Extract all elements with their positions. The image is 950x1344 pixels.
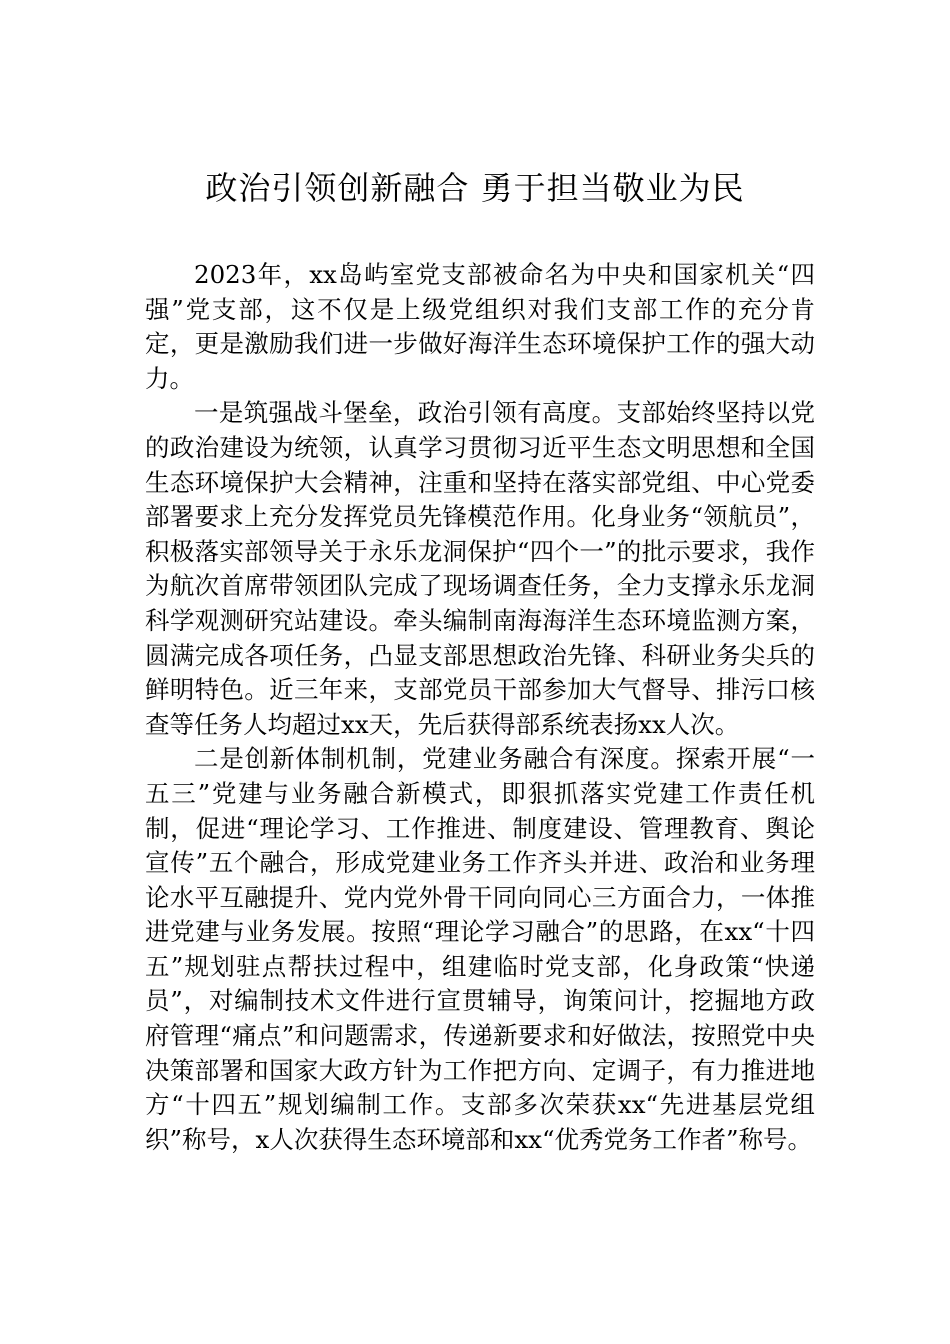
paragraph-point-one: 一是筑强战斗堡垒，政治引领有高度。支部始终坚持以党的政治建设为统领，认真学习贯彻习近平生态文明思想和全国生态环境保护大会精神，注重和坚持在落实部党组、中心党委部署要求上充分发挥党员先锋模范作用。化身业务“领航员”，积极落实部领导关于永乐龙洞保护“四个一”的批示要求，我作为航次首席带领团队完成了现场调查任务，全力支撑永乐龙洞科学观测研究站建设。牵头编制南海海洋生态环境监测方案，圆满完成各项任务，凸显支部思想政治先锋、科研业务尖兵的鲜明特色。近三年来，支部党员干部参加大气督导、排污口核查等任务人均超过xx天，先后获得部系统表扬xx人次。 <box>145 398 815 739</box>
document-body <box>145 258 815 1157</box>
document-title: 政治引领创新融合 勇于担当敬业为民 <box>205 169 745 207</box>
paragraph-intro: 2023年，xx岛屿室党支部被命名为中央和国家机关“四强”党支部，这不仅是上级党组织对我们支部工作的充分肯定，更是激励我们进一步做好海洋生态环境保护工作的强大动力。 <box>145 260 815 393</box>
paragraph-point-two: 二是创新体制机制，党建业务融合有深度。探索开展“一五三”党建与业务融合新模式，即狠抓落实党建工作责任机制，促进“理论学习、工作推进、制度建设、管理教育、舆论宣传”五个融合，形成党建业务工作齐头并进、政治和业务理论水平互融提升、党内党外骨干同向同心三方面合力，一体推进党建与业务发展。按照“理论学习融合”的思路，在xx“十四五”规划驻点帮扶过程中，组建临时党支部，化身政策“快递员”，对编制技术文件进行宣贯辅导，询策问计，挖掘地方政府管理“痛点”和问题需求，传递新要求和好做法，按照党中央决策部署和国家大政方针为工作把方向、定调子，有力推进地方“十四五”规划编制工作。支部多次荣获xx“先进基层党组织”称号，x人次获得生态环境部和xx“优秀党务工作者”称号。 <box>145 744 815 1154</box>
